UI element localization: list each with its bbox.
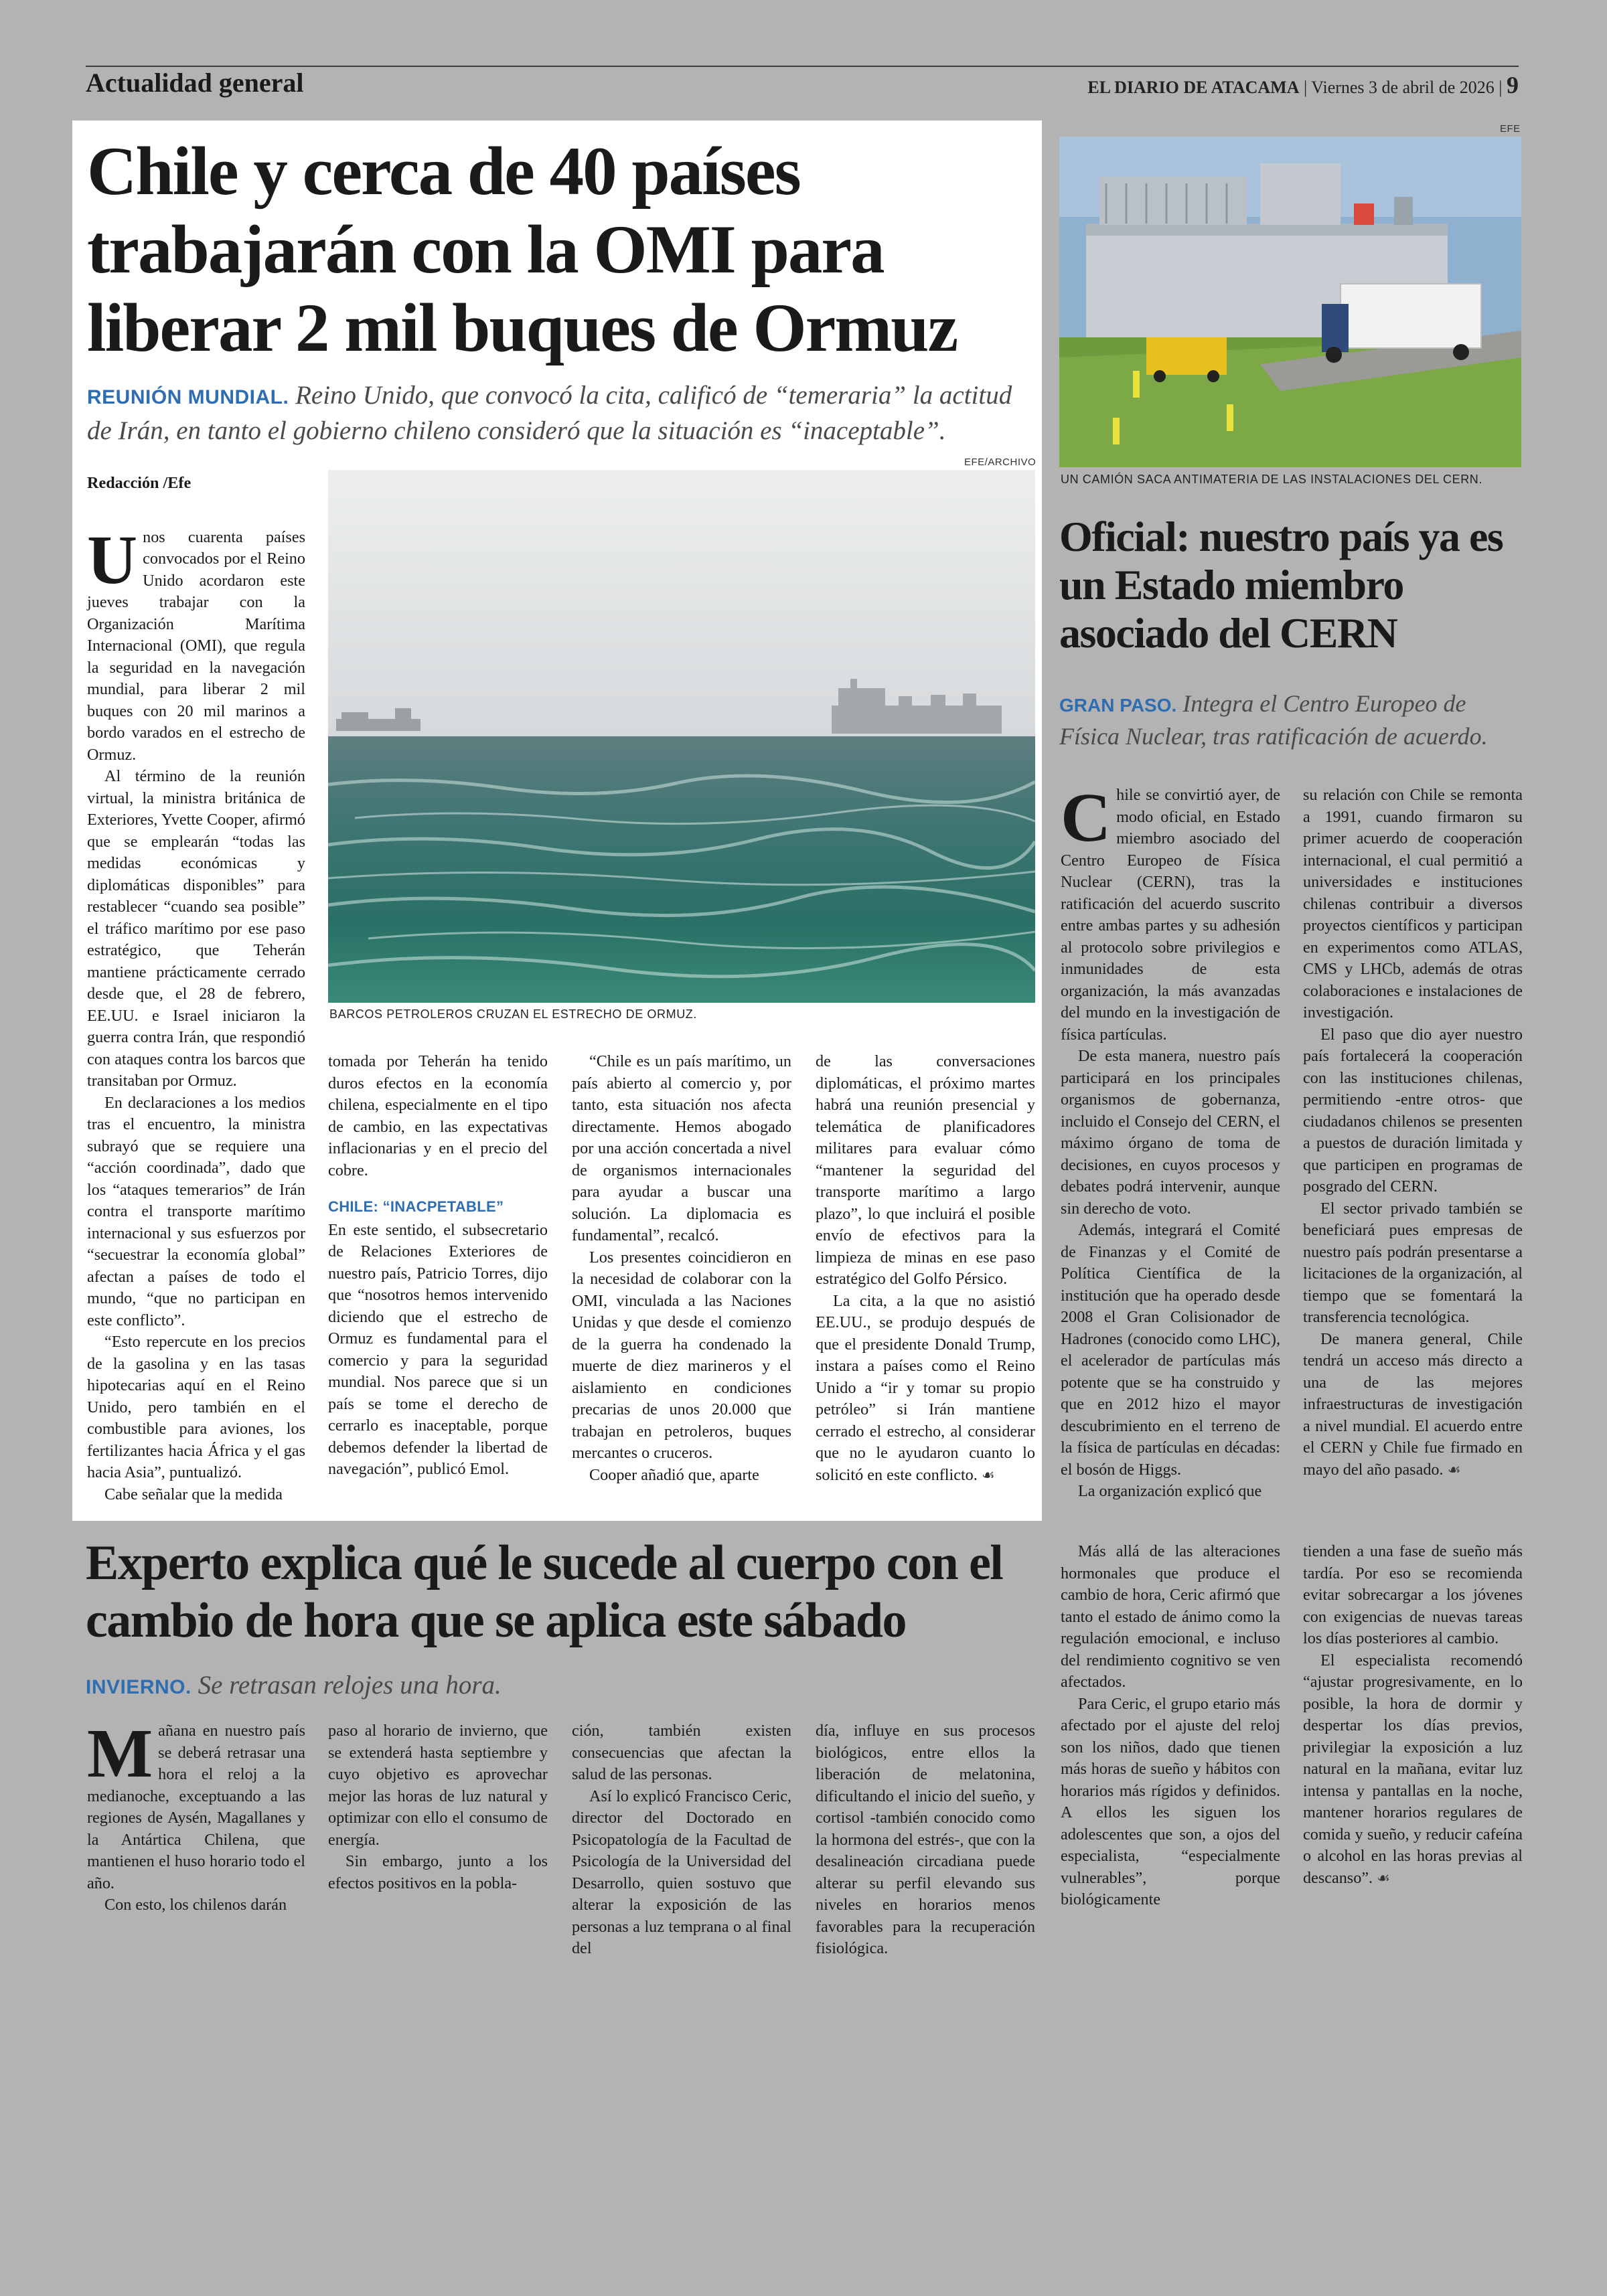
main-headline: Chile y cerca de 40 países trabajarán con la OMI para liberar 2 mil buques de Ormuz — [87, 133, 958, 366]
paper-name: EL DIARIO DE ATACAMA — [1087, 78, 1300, 97]
main-paragraph: Al término de la reunión virtual, la ministra británica de Exteriores, Yvette Cooper, afirmó que se emplearán “todas las medidas económicas y diplomáticas disponibles” para restablecer “cuando sea posible” el tráfico marítimo por ese paso estratégico, que Teherán mantiene prácticamente cerrado desde que, el 28 de febrero, EE.UU. e Israel iniciaron la guerra contra Irán, que respondió con ataques contra los barcos que transitaban por Ormuz. — [87, 767, 305, 1090]
bottom-drop-cap: M — [87, 1715, 153, 1792]
bottom-headline: Experto explica qué le sucede al cuerpo con el cambio de hora que se aplica este sábado — [86, 1536, 1003, 1648]
bottom-column-4 — [816, 1720, 1035, 1960]
bottom-column-1 — [87, 1715, 305, 1916]
main-paragraph: nos cuarenta países convocados por el Reino Unido acordaron este jueves trabajar con la Organización Marítima Internacional (OMI), que regula la seguridad en la navegación mundial, para liberar 2 mil buques con 20 mil marinos a bordo varados en el estrecho de Ormuz. — [87, 527, 305, 764]
bottom-paragraph: Para Ceric, el grupo etario más afectado por el ajuste del reloj son los niños, dado que tienen más horas de sueño y hábitos con horarios más rígidos y definidos. A ellos les siguen los adolescentes que son, a ojos del especialista, “especialmente vulnerables”, porque biológicamente — [1061, 1694, 1280, 1908]
side-column-1 — [1061, 779, 1280, 1503]
side-paragraph-text: De manera general, Chile tendrá un acceso más directo a una de las mejores infraestructuras de investigación a nivel mundial. El acuerdo entre el CERN y Chile fue firmado en mayo del año pasado. — [1303, 1329, 1523, 1479]
bottom-paragraph — [1303, 1650, 1523, 1890]
main-drop-cap: U — [87, 521, 138, 598]
side-paragraph: Además, integrará el Comité de Finanzas y el Comité de Política Científica de la institución que ha operado desde 2008 el Gran Colisionador de Hadrones (conocido como LHC), el acelerador de partículas más potente que se ha construido y que en 2012 hizo el mayor descubrimiento en el terreno de la física de partículas en décadas: el bosón de Higgs. — [1061, 1221, 1280, 1479]
side-paragraph: El paso que dio ayer nuestro país fortalecerá la cooperación con las instituciones chilenas, permitiendo -entre otros- que ciudadanos chilenos se presenten a puestos de duración limitada y que participen en programas de posgrado del CERN. — [1303, 1025, 1523, 1196]
main-paragraph: “Chile es un país marítimo, un país abierto al comercio y, por tanto, esta situación nos afecta directamente. Hemos abogado por una acción concertada a nivel de organismos internacionales para ayudar a buscar una solución. La diplomacia es fundamental”, recalcó. — [572, 1052, 791, 1244]
main-column-3 — [572, 1051, 791, 1486]
paper-masthead: EL DIARIO DE ATACAMA | Viernes 3 de abril de 2026 | 9 — [1087, 72, 1519, 98]
bottom-paragraph-text: El especialista recomendó “ajustar progresivamente, en lo posible, la hora de dormir y despertar los días previos, privilegiar la exposición a luz natural en la mañana, evitar luz intensa y pantallas en la noche, mantener horarios regulares de comida y sueño, y reducir cafeína o alcohol en las horas previas al descanso”. — [1303, 1651, 1523, 1887]
side-paragraph: La organización explicó que — [1078, 1482, 1262, 1500]
byline: Redacción /Efe — [87, 474, 192, 492]
side-photo — [1059, 137, 1521, 467]
side-paragraph: De esta manera, nuestro país participará en los principales organismos de gobernanza, incluido el Consejo del CERN, el máximo órgano de toma de decisiones, en cuyos procesos y debates podrá intervenir, aunque sin derecho de voto. — [1061, 1047, 1280, 1218]
side-kicker: GRAN PASO. — [1059, 695, 1177, 716]
main-subhead: CHILE: “INACPETABLE” — [328, 1198, 504, 1215]
side-deck-text: Integra el Centro Europeo de Física Nuclear, tras ratificación de acuerdo. — [1059, 690, 1488, 750]
side-photo-caption: UN CAMIÓN SACA ANTIMATERIA DE LAS INSTALACIONES DEL CERN. — [1061, 473, 1482, 486]
issue-date: Viernes 3 de abril de 2026 — [1311, 78, 1495, 97]
main-deck — [87, 379, 1038, 448]
end-mark-icon: ☙ — [1377, 1870, 1390, 1887]
side-photo-credit: EFE — [1500, 123, 1521, 135]
main-photo-credit: EFE/ARCHIVO — [964, 457, 1037, 468]
bottom-column-6 — [1303, 1541, 1523, 1890]
section-label: Actualidad general — [86, 68, 304, 98]
bottom-column-5 — [1061, 1541, 1280, 1911]
bottom-paragraph: Más allá de las alteraciones hormonales que produce el cambio de hora, Ceric afirmó que tanto el estado de ánimo como la regulación emocional, e incluso del rendimiento cognitivo se ven afectados. — [1061, 1542, 1280, 1691]
main-deck-text: Reino Unido, que convocó la cita, calificó de “temeraria” la actitud de Irán, en tanto el gobierno chileno consideró que la situación es “inaceptable”. — [87, 381, 1012, 445]
side-paragraph: su relación con Chile se remonta a 1991, cuando firmaron su primer acuerdo de cooperación internacional, el cual permitió a universidades e instituciones chilenas contribuir a diversos proyectos científicos y participan en experimentos como ATLAS, CMS y LHCb, además de otras colaboraciones e instalaciones de investigación. — [1303, 786, 1523, 1021]
main-paragraph: En este sentido, el subsecretario de Relaciones Exteriores de nuestro país, Patricio Torres, dijo que “nosotros hemos intervenido diciendo que el estrecho de Ormuz es fundamental para el comercio y para la seguridad mundial. Nos parece que si un país se tome el derecho de cerrarlo es inaceptable, porque debemos defender la libertad de navegación”, publicó Emol. — [328, 1220, 548, 1478]
main-paragraph: de las conversaciones diplomáticas, el próximo martes habrá una reunión presencial y telemática de planificadores militares para evaluar cómo “mantener la seguridad del transporte marítimo a largo plazo”, lo que incluirá el posible envío de efectivos para la limpieza de minas en ese paso estratégico del Golfo Pérsico. — [816, 1052, 1035, 1288]
bottom-deck — [86, 1669, 1037, 1704]
main-paragraph-text: La cita, a la que no asistió EE.UU., se produjo después de que el presidente Donald Trump, instara a países como el Reino Unido a “ir y tomar su propio petróleo” si Irán mantiene cerrado el estrecho, al considerar que no le ayudaron cuanto lo solicitó en este conflicto. — [816, 1291, 1035, 1484]
side-paragraph: hile se convirtió ayer, de modo oficial, en Estado miembro asociado del Centro Europeo de Física Nuclear (CERN), tras la ratificación del acuerdo suscrito entre ambas partes y su adhesión al protocolo sobre privilegios e inmunidades de esta organización, la más avanzadas del mundo en la investigación de física partículas. — [1061, 786, 1280, 1044]
main-photo-caption: BARCOS PETROLEROS CRUZAN EL ESTRECHO DE ORMUZ. — [329, 1007, 698, 1021]
main-photo — [328, 470, 1035, 1003]
side-headline: Oficial: nuestro país ya es un Estado miembro asociado del CERN — [1059, 513, 1503, 657]
main-paragraph: tomada por Teherán ha tenido duros efectos en la economía chilena, especialmente en el tipo de cambio, en las expectativas inflacionarias y en el precio del cobre. — [328, 1052, 548, 1179]
page-number: 9 — [1507, 72, 1519, 98]
end-mark-icon: ☙ — [1447, 1461, 1461, 1479]
bottom-column-3 — [572, 1720, 791, 1960]
main-paragraph: Los presentes coincidieron en la necesidad de colaborar con la OMI, vinculada a las Naciones Unidas y que desde el comienzo de la guerra ha condenado la muerte de diez marineros y el aislamiento en condiciones precarias de unos 20.000 que trabajan en petroleros, buques mercantes o cruceros. — [572, 1248, 791, 1462]
main-column-4 — [816, 1051, 1035, 1487]
bottom-paragraph: tienden a una fase de sueño más tardía. Por eso se recomienda evitar sobrecargar a los jóvenes con exigencias de nuevas tareas los días posteriores al cambio. — [1303, 1542, 1523, 1647]
bottom-paragraph: paso al horario de invierno, que se extenderá hasta septiembre y cuyo objetivo es aprovechar mejor las horas de luz natural y optimizar con ello el consumo de energía. — [328, 1722, 548, 1849]
main-paragraph: “Esto repercute en los precios de la gasolina y en las tasas hipotecarias aquí en el Reino Unido, pero también en el combustible para aviones, los fertilizantes hacia África y el gas hacia Asia”, puntualizó. — [87, 1333, 305, 1481]
bottom-kicker: INVIERNO. — [86, 1676, 192, 1698]
bottom-paragraph: ción, también existen consecuencias que afectan la salud de las personas. — [572, 1722, 791, 1783]
bottom-column-2 — [328, 1720, 548, 1894]
side-deck — [1059, 688, 1528, 752]
main-paragraph: Cooper añadió que, aparte — [589, 1465, 759, 1484]
bottom-paragraph: Sin embargo, junto a los efectos positivos en la pobla- — [328, 1852, 548, 1892]
side-drop-cap: C — [1061, 779, 1112, 856]
side-paragraph: El sector privado también se beneficiará pues empresas de nuestro país podrán presentarse a licitaciones de la organización, al tiempo que se fomentará la transferencia tecnológica. — [1303, 1199, 1523, 1326]
side-paragraph — [1303, 1329, 1523, 1482]
main-paragraph: En declaraciones a los medios tras el encuentro, la ministra subrayó que se requiere una “acción coordinada”, dado que los “ataques temerarios” de Irán contra el transporte marítimo internacional y sus esfuerzos por “secuestrar la economía global” afectan a países de todo el mundo, “que no participan en este conflicto”. — [87, 1093, 305, 1329]
main-paragraph: Cabe señalar que la medida — [104, 1485, 283, 1503]
main-kicker: REUNIÓN MUNDIAL. — [87, 386, 289, 408]
main-column-2 — [328, 1051, 548, 1481]
main-column-1 — [87, 473, 305, 1505]
bottom-deck-text: Se retrasan relojes una hora. — [198, 1671, 502, 1700]
end-mark-icon: ☙ — [981, 1467, 995, 1484]
bottom-paragraph: Así lo explicó Francisco Ceric, director del Doctorado en Psicopatología de la Facultad de Psicología de la Universidad del Desarrollo, quien sostuvo que alterar la exposición de las personas a luz temprana o al final del — [572, 1787, 791, 1957]
bottom-paragraph: Con esto, los chilenos darán — [104, 1896, 287, 1914]
main-paragraph — [816, 1291, 1035, 1487]
bottom-paragraph: añana en nuestro país se deberá retrasar una hora el reloj a la medianoche, exceptuando a las regiones de Aysén, Magallanes y la Antártica Chilena, que mantienen el huso horario todo el año. — [87, 1722, 305, 1892]
side-column-2 — [1303, 785, 1523, 1481]
bottom-paragraph: día, influye en sus procesos biológicos, entre ellos la liberación de melatonina, dificultando el inicio del sueño, y cortisol -también conocido como la hormona del estrés-, que con la desalineación circadiana puede alterar su perfil elevando sus niveles en horarios menos favorables para la recuperación fisiológica. — [816, 1722, 1035, 1957]
